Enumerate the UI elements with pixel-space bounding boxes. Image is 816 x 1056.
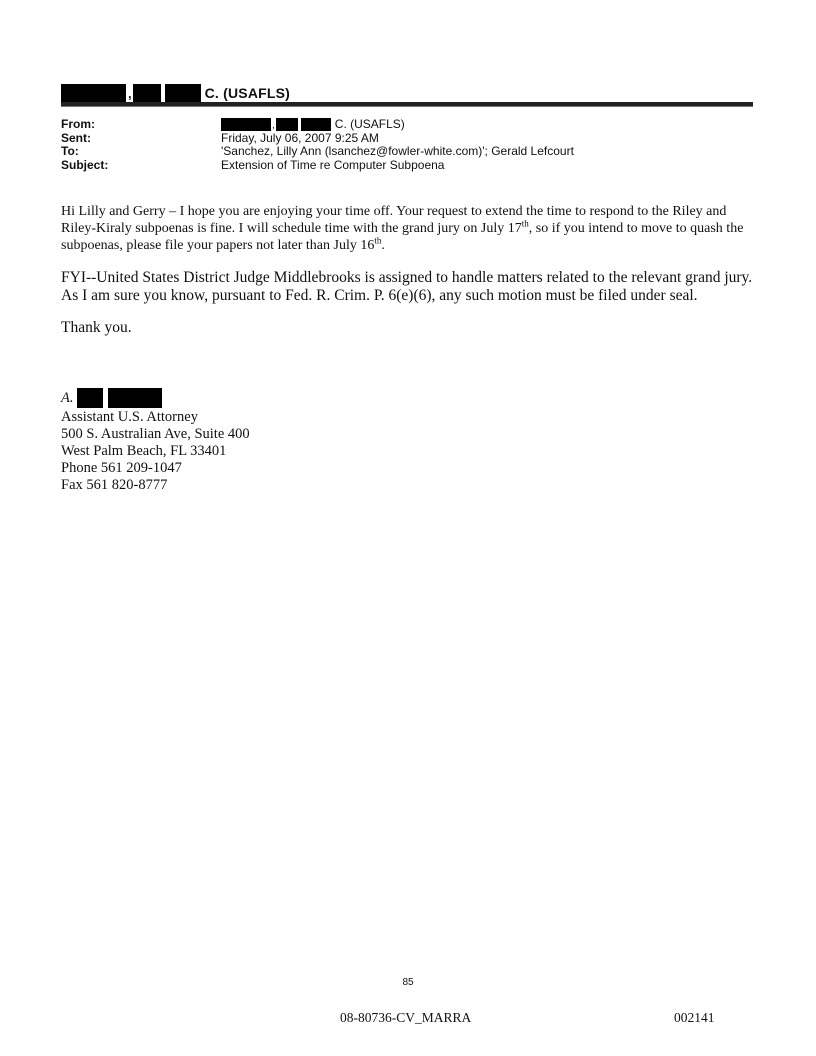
signature-initial: A. xyxy=(61,389,74,406)
p1-text-b: , so if you intend to move to quash the subpoenas, please file your papers not later than July 16 xyxy=(61,221,744,253)
body-paragraph-3: Thank you. xyxy=(61,319,132,336)
header-rule-thin xyxy=(61,106,753,107)
header-name-suffix: C. (USAFLS) xyxy=(204,85,291,101)
signature-address-2: West Palm Beach, FL 33401 xyxy=(61,443,227,459)
sent-label: Sent: xyxy=(61,130,91,145)
to-value: 'Sanchez, Lilly Ann (lsanchez@fowler-white.com)'; Gerald Lefcourt xyxy=(221,144,574,158)
redaction-block xyxy=(108,388,162,408)
subject-label: Subject: xyxy=(61,157,109,172)
p1-superscript-1: th xyxy=(521,218,529,229)
subject-value: Extension of Time re Computer Subpoena xyxy=(221,157,445,172)
signature-phone: Phone 561 209-1047 xyxy=(61,460,182,476)
signature-title: Assistant U.S. Attorney xyxy=(61,409,198,425)
signature-name xyxy=(61,387,250,409)
bates-number: 002141 xyxy=(674,1010,715,1025)
from-row xyxy=(61,118,753,132)
body-paragraph-1 xyxy=(61,203,761,254)
sent-value: Friday, July 06, 2007 9:25 AM xyxy=(221,130,379,145)
redaction-block xyxy=(221,118,271,131)
to-row xyxy=(61,145,753,159)
p1-superscript-2: th xyxy=(374,235,382,246)
p1-text-c: . xyxy=(381,238,385,253)
email-metadata xyxy=(61,118,753,172)
redaction-block xyxy=(165,84,201,102)
to-label: To: xyxy=(61,144,79,158)
subject-row xyxy=(61,159,753,173)
p1-text-a: Hi Lilly and Gerry – I hope you are enjoying your time off. Your request to extend the time to respond to the Riley and Riley-Kiraly subpoenas is fine. I will schedule time with the grand jury on July 17 xyxy=(61,204,727,236)
signature-address-1: 500 S. Australian Ave, Suite 400 xyxy=(61,426,250,442)
redaction-block xyxy=(276,118,298,131)
page-number: 85 xyxy=(402,977,414,988)
signature-fax: Fax 561 820-8777 xyxy=(61,477,168,493)
from-label: From: xyxy=(61,117,95,131)
email-header-name xyxy=(61,83,753,103)
signature-block xyxy=(61,387,250,494)
body-paragraph-2: FYI--United States District Judge Middlebrooks is assigned to handle matters related to the relevant grand jury. As I am sure you know, pursuant to Fed. R. Crim. P. 6(e)(6), any such motion must be filed under seal. xyxy=(61,269,753,304)
case-id: 08-80736-CV_MARRA xyxy=(340,1010,472,1025)
from-comma: , xyxy=(272,120,275,131)
from-suffix: C. (USAFLS) xyxy=(334,117,405,131)
header-comma: , xyxy=(128,85,132,101)
from-value xyxy=(221,118,753,132)
redaction-block xyxy=(301,118,331,131)
sent-row xyxy=(61,132,753,146)
redaction-block xyxy=(61,84,126,102)
email-body xyxy=(61,203,761,336)
redaction-block xyxy=(77,388,103,408)
redaction-block xyxy=(133,84,161,102)
